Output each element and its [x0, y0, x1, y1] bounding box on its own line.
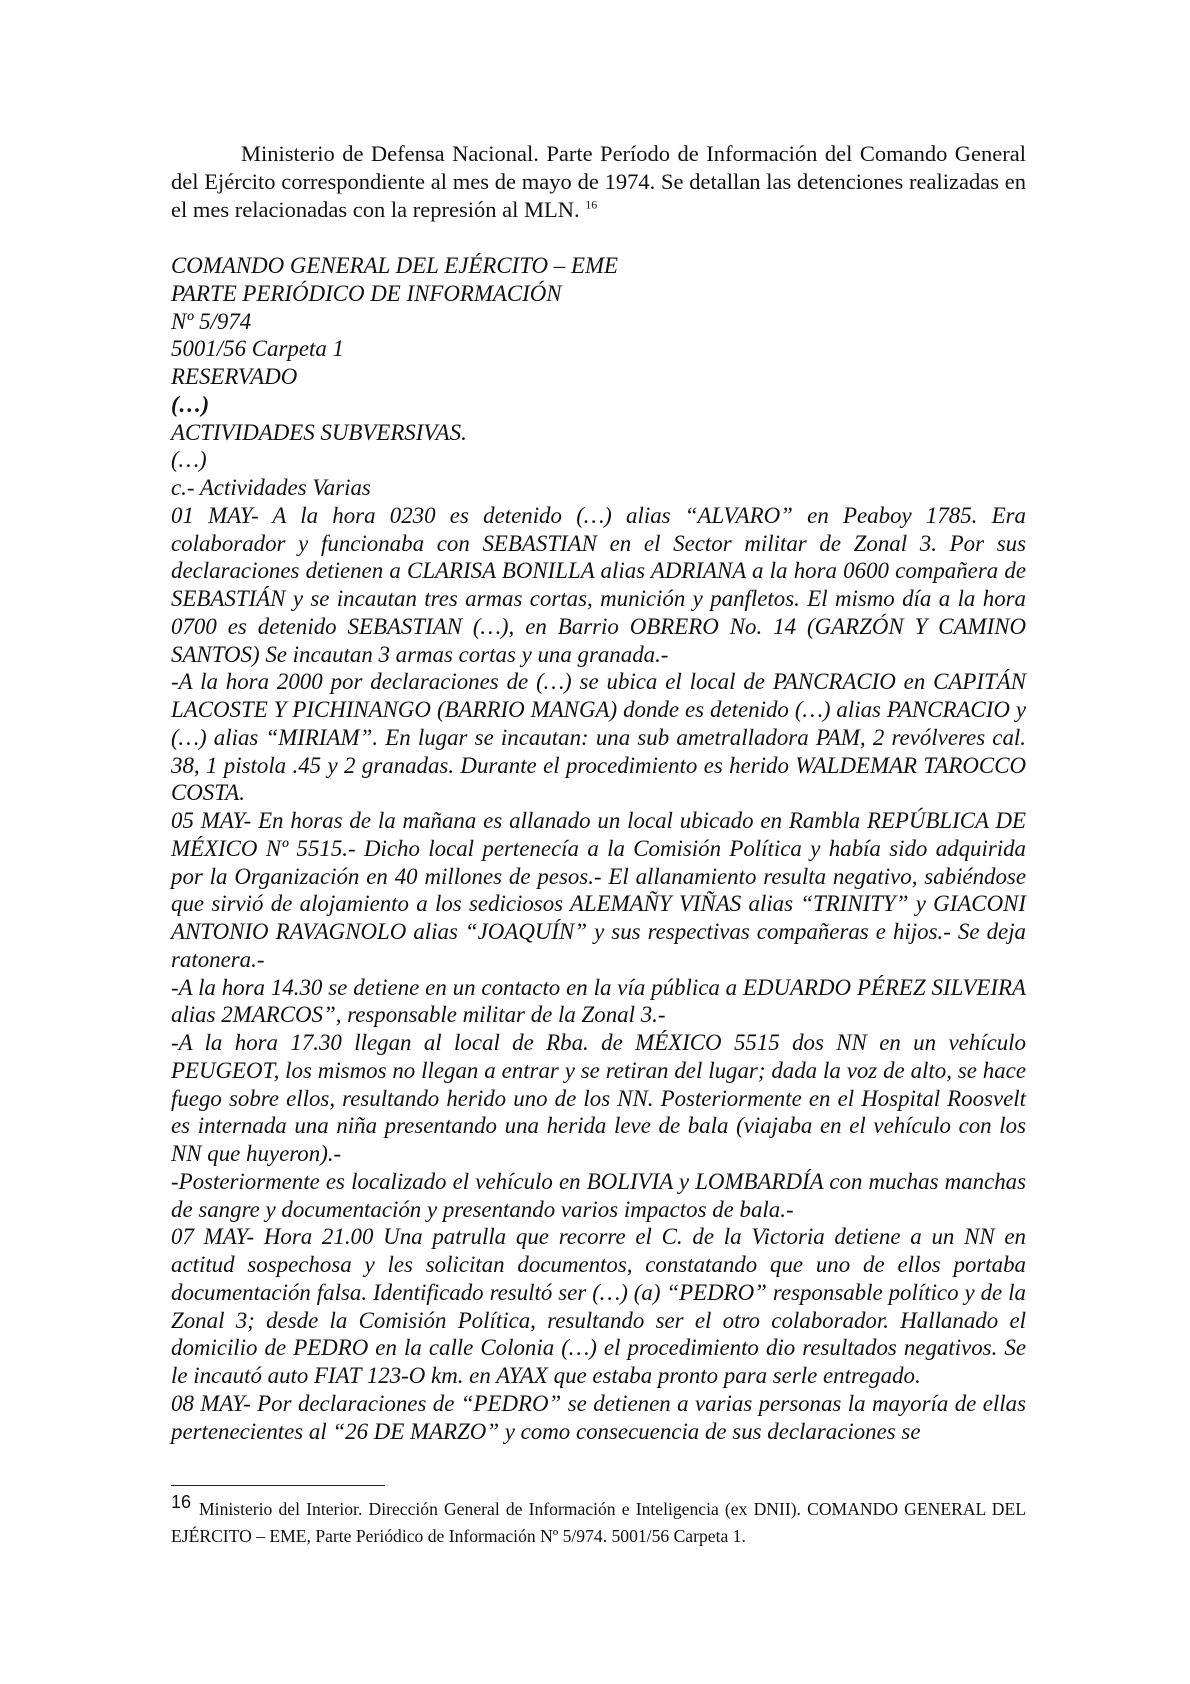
entry-paragraph: -A la hora 17.30 llegan al local de Rba. de MÉXICO 5515 dos NN en un vehículo PEUGEOT, los mismos no llegan a entrar y se retiran del lugar; dada la voz de alto, se hace fuego sobre ellos, resultando herido uno de los NN. Posteriormente en el Hospital Roosvelt es internada una niña presentando una herida leve de bala (viajaba en el vehículo con los NN que huyeron).- — [171, 1030, 1026, 1166]
ellipsis: (…) — [171, 447, 207, 473]
header-line-classification: RESERVADO — [171, 364, 298, 389]
report-body — [171, 252, 1026, 1445]
footnote-number: 16 — [171, 1492, 192, 1512]
header-line-command: COMANDO GENERAL DEL EJÉRCITO – EME — [171, 253, 618, 278]
intro-text: Ministerio de Defensa Nacional. Parte Período de Información del Comando General del Ejército correspondiente al mes de mayo de 1974. Se detallan las detenciones realizadas en el mes relacionadas con la represión al MLN. — [171, 141, 1026, 222]
entry-paragraph: 01 MAY- A la hora 0230 es detenido (…) alias “ALVARO” en Peaboy 1785. Era colaborador y funcionaba con SEBASTIAN en el Sector militar de Zonal 3. Por sus declaraciones detienen a CLARISA BONILLA alias ADRIANA a la hora 0600 compañera de SEBASTIÁN y se incautan tres armas cortas, munición y panfletos. El mismo día a la hora 0700 es detenido SEBASTIAN (…), en Barrio OBRERO No. 14 (GARZÓN Y CAMINO SANTOS) Se incautan 3 armas cortas y una granada.- — [171, 502, 1026, 667]
header-line-number: Nº 5/974 — [171, 308, 252, 334]
entry-paragraph: 05 MAY- En horas de la mañana es allanado un local ubicado en Rambla REPÚBLICA DE MÉXICO Nº 5515.- Dicho local pertenecía a la Comisión Política y había sido adquirida por la Organización en 40 millones de pesos.- El allanamiento resulta negativo, sabiéndose que sirvió de alojamiento a los sediciosos ALEMAÑY VIÑAS alias “TRINITY” y GIACONI ANTONIO RAVAGNOLO alias “JOAQUÍN” y sus respectivas compañeras e hijos.- Se deja ratonera.- — [171, 808, 1026, 972]
section-heading: ACTIVIDADES SUBVERSIVAS. — [171, 419, 467, 445]
footnote — [171, 1492, 1026, 1550]
entry-paragraph: -Posteriormente es localizado el vehículo en BOLIVIA y LOMBARDÍA con muchas manchas de sangre y documentación y presentando varios impactos de bala.- — [171, 1168, 1026, 1222]
entry-paragraph: 07 MAY- Hora 21.00 Una patrulla que recorre el C. de la Victoria detiene a un NN en actitud sospechosa y les solicitan documentos, constatando que uno de ellos portaba documentación falsa. Identificado resultó ser (…) (a) “PEDRO” responsable político y de la Zonal 3; desde la Comisión Política, resultando ser el otro colaborador. Hallanado el domicilio de PEDRO en la calle Colonia (…) el procedimiento dio resultados negativos. Se le incautó auto FIAT 123-O km. en AYAX que estaba pronto para serle entregado. — [171, 1224, 1026, 1388]
entry-paragraph: -A la hora 14.30 se detiene en un contacto en la vía pública a EDUARDO PÉREZ SILVEIRA alias 2MARCOS”, responsable militar de la Zonal 3.- — [171, 974, 1026, 1028]
header-line-report-title: PARTE PERIÓDICO DE INFORMACIÓN — [171, 280, 562, 306]
entry-paragraph: -A la hora 2000 por declaraciones de (…) se ubica el local de PANCRACIO en CAPITÁN LACOSTE Y PICHINANGO (BARRIO MANGA) donde es detenido (…) alias PANCRACIO y (…) alias “MIRIAM”. En lugar se incautan: una sub ametralladora PAM, 2 revólveres cal. 38, 1 pistola .45 y 2 granadas. Durante el procedimiento es herido WALDEMAR TAROCCO COSTA. — [171, 669, 1026, 806]
entry-paragraph: 08 MAY- Por declaraciones de “PEDRO” se detienen a varias personas la mayoría de ellas pertenecientes al “26 DE MARZO” y como consecuencia de sus declaraciones se — [171, 1390, 1026, 1444]
intro-paragraph — [171, 140, 1026, 224]
subsection-heading: c.- Actividades Varias — [171, 475, 371, 500]
footnote-text: Ministerio del Interior. Dirección General de Información e Inteligencia (ex DNII). COMANDO GENERAL DEL EJÉRCITO – EME, Parte Periódico de Información Nº 5/974. 5001/56 Carpeta 1. — [171, 1499, 1026, 1546]
ellipsis-bold: (…) — [171, 391, 210, 417]
footnote-divider — [171, 1485, 385, 1486]
footnote-reference: 16 — [585, 197, 598, 212]
header-line-folder: 5001/56 Carpeta 1 — [171, 336, 344, 362]
